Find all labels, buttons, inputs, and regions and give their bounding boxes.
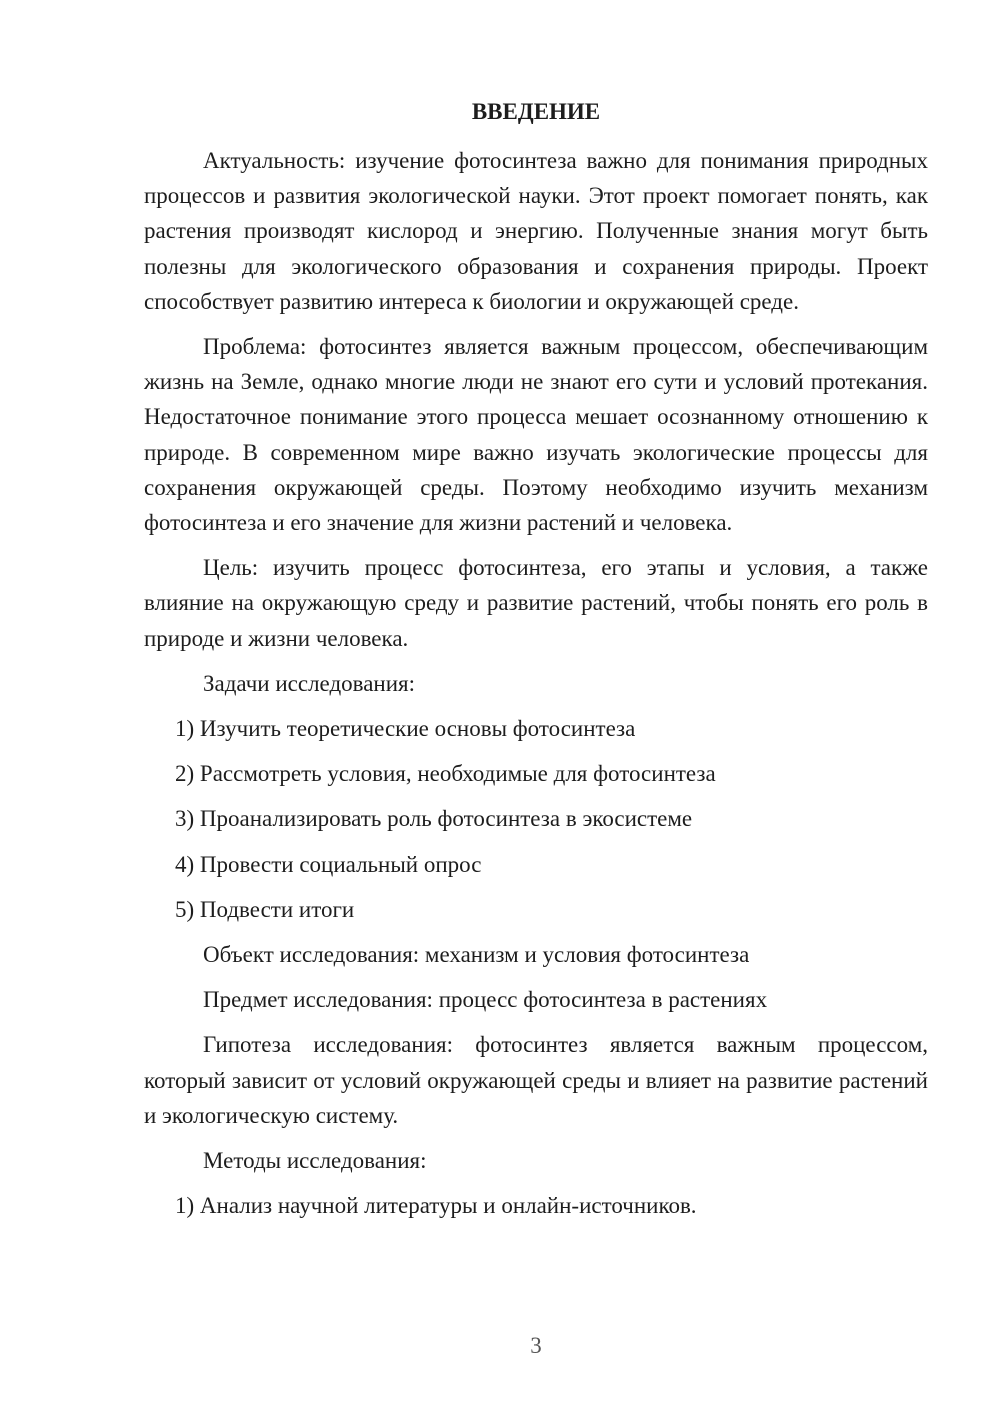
goal-paragraph: Цель: изучить процесс фотосинтеза, его этапы и условия, а также влияние на окружающую среду и развитие растений, чтобы понять его роль в природе и жизни человека. <box>144 555 928 651</box>
methods-title: Методы исследования: <box>203 1148 427 1174</box>
task-item: 5) Подвести итоги <box>175 896 355 922</box>
body-text <box>144 143 928 1233</box>
page-number: 3 <box>530 1333 542 1358</box>
task-item: 1) Изучить теоретические основы фотосинтеза <box>175 716 636 742</box>
task-item: 4) Провести социальный опрос <box>175 851 482 877</box>
relevance-paragraph: Актуальность: изучение фотосинтеза важно для понимания природных процессов и развития экологической науки. Этот проект помогает понять, как растения производят кислород и энергию. Полученные знания могут быть полезны для экологического образования и сохранения природы. Проект способствует развитию интереса к биологии и окружающей среде. <box>144 148 928 314</box>
research-object: Объект исследования: механизм и условия фотосинтеза <box>203 942 750 968</box>
research-subject: Предмет исследования: процесс фотосинтеза в растениях <box>203 987 768 1013</box>
problem-paragraph: Проблема: фотосинтез является важным процессом, обеспечивающим жизнь на Земле, однако многие люди не знают его сути и условий протекания. Недостаточное понимание этого процесса мешает осознанному отношению к природе. В современном мире важно изучать экологические процессы для сохранения окружающей среды. Поэтому необходимо изучить механизм фотосинтеза и его значение для жизни растений и человека. <box>144 334 928 536</box>
tasks-title: Задачи исследования: <box>203 670 416 696</box>
task-item: 2) Рассмотреть условия, необходимые для фотосинтеза <box>175 761 716 787</box>
method-item: 1) Анализ научной литературы и онлайн-источников. <box>175 1193 697 1219</box>
section-heading: ВВЕДЕНИЕ <box>471 99 601 124</box>
task-item: 3) Проанализировать роль фотосинтеза в экосистеме <box>175 806 693 832</box>
hypothesis-paragraph: Гипотеза исследования: фотосинтез является важным процессом, который зависит от условий окружающей среды и влияет на развитие растений и экологическую систему. <box>144 1032 928 1128</box>
